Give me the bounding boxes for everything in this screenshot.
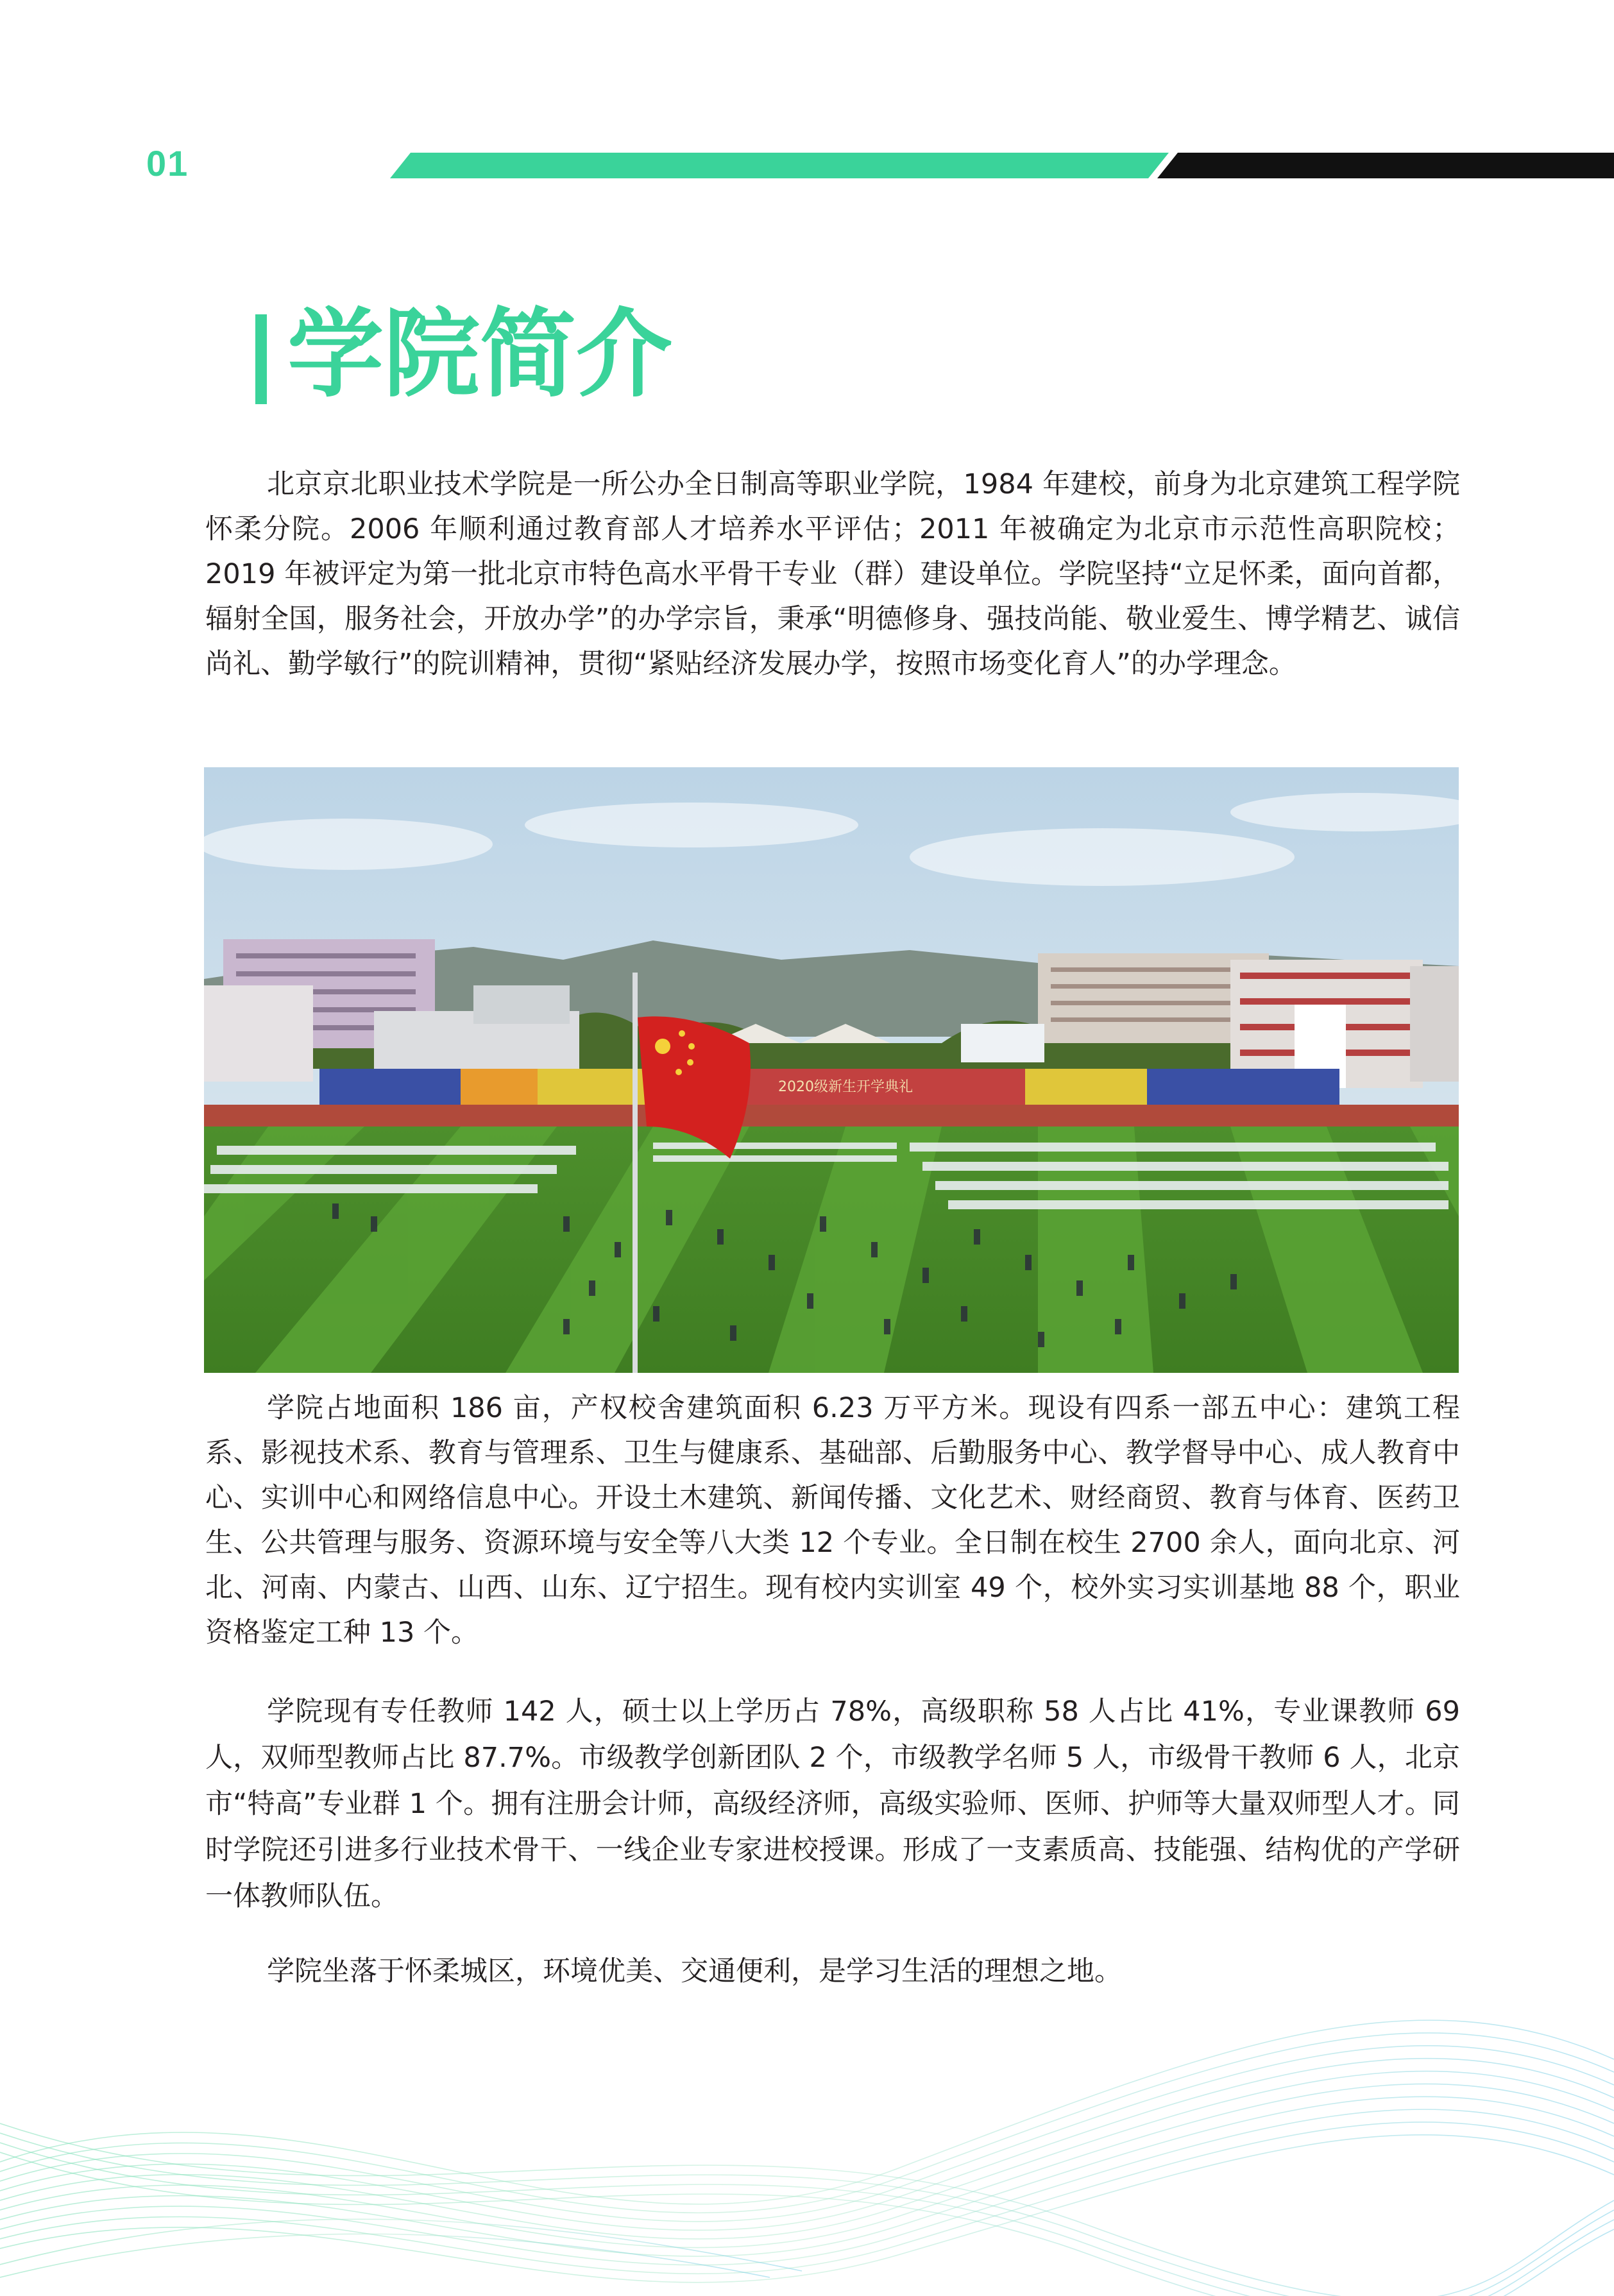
header-black-stripe — [1157, 153, 1614, 178]
page-number: 01 — [146, 143, 189, 183]
intro-paragraph: 北京京北职业技术学院是一所公办全日制高等职业学院，1984 年建校，前身为北京建筑工程学院怀柔分院。2006 年顺利通过教育部人才培养水平评估；2011 年被确定为北京市示范性高职院校；2019 年被评定为第一批北京市特色高水平骨干专业（群）建设单位。学院坚持“立足怀柔，面向首都，辐射全国，服务社会，开放办学”的办学宗旨，秉承“明德修身、强技尚能、敬业爱生、博学精艺、诚信尚礼、勤学敏行”的院训精神，贯彻“紧贴经济发展办学，按照市场变化育人”的办学理念。 — [205, 468, 1460, 680]
header-green-stripe — [390, 153, 1169, 178]
campus-info-paragraph: 学院占地面积 186 亩，产权校舍建筑面积 6.23 万平方米。现设有四系一部五中心：建筑工程系、影视技术系、教育与管理系、卫生与健康系、基础部、后勤服务中心、教学督导中心、成人教育中心、实训中心和网络信息中心。开设土木建筑、新闻传播、文化艺术、财经商贸、教育与体育、医药卫生、公共管理与服务、资源环境与安全等八大类 12 个专业。全日制在校生 2700 余人，面向北京、河北、河南、内蒙古、山西、山东、辽宁招生。现有校内实训室 49 个，校外实习实训基地 88 个，职业资格鉴定工种 13 个。 — [205, 1392, 1460, 1649]
location-paragraph: 学院坐落于怀柔城区，环境优美、交通便利，是学习生活的理想之地。 — [267, 1955, 1122, 1987]
section-title: 学院简介 — [287, 299, 673, 411]
flagpole — [633, 973, 638, 1373]
faculty-paragraph: 学院现有专任教师 142 人，硕士以上学历占 78%，高级职称 58 人占比 41%，专业课教师 69 人，双师型教师占比 87.7%。市级教学创新团队 2 个，市级教学名师 5 人，市级骨干教师 6 人，北京市“特高”专业群 1 个。拥有注册会计师，高级经济师，高级实验师、医师、护师等大量双师型人才。同时学院还引进多行业技术骨干、一线企业专家进校授课。形成了一支素质高、技能强、结构优的产学研一体教师队伍。 — [205, 1696, 1460, 1912]
stage-banner-text: 2020级新生开学典礼 — [778, 1079, 913, 1095]
campus-photo — [204, 767, 1459, 1373]
header-bar — [0, 0, 1614, 257]
title-accent-bar — [255, 314, 267, 404]
